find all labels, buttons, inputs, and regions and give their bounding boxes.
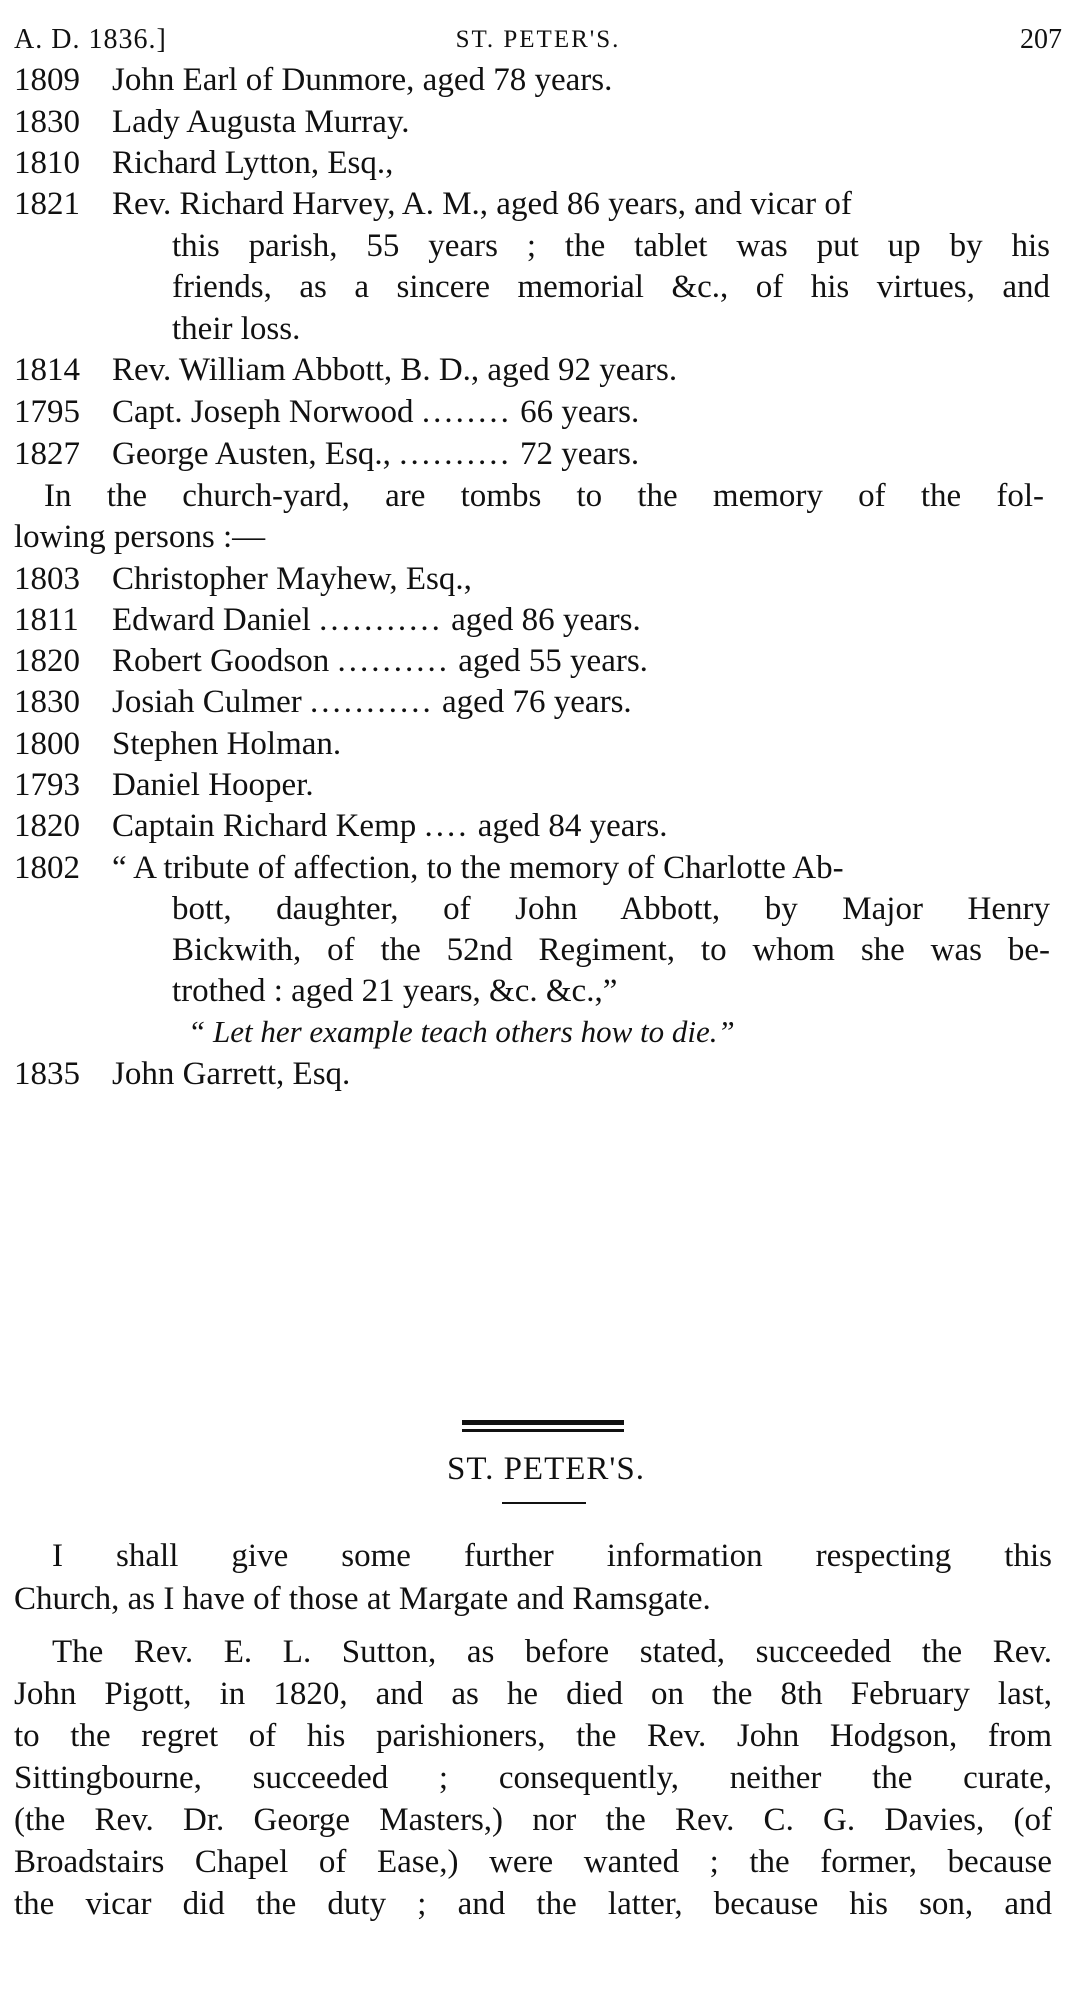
entry-age: 66	[520, 394, 554, 430]
entry-continuation: Bickwith, of the 52nd Regiment, to whom she was be-	[172, 932, 1050, 968]
entry-text: Lady Augusta Murray.	[112, 104, 410, 140]
churchyard-intro-line: lowing persons :—	[14, 519, 266, 555]
paragraph-line: to the regret of his parishioners, the Rev. John Hodgson, from	[14, 1718, 1052, 1754]
entry-year: 1820	[14, 643, 80, 679]
paragraph-line: Broadstairs Chapel of Ease,) were wanted ; the former, because	[14, 1844, 1052, 1880]
paragraph-line: Sittingbourne, succeeded ; consequently, neither the curate,	[14, 1760, 1052, 1796]
entry-row	[14, 802, 667, 850]
paragraph-line: Church, as I have of those at Margate and Ramsgate.	[14, 1581, 711, 1617]
leader-dots: ..........	[399, 436, 512, 472]
leader-dots: ........	[421, 394, 512, 430]
paragraph-line: (the Rev. Dr. George Masters,) nor the Rev. C. G. Davies, (of	[14, 1802, 1052, 1838]
entry-continuation: this parish, 55 years ; the tablet was put up by his	[172, 228, 1050, 264]
entry-row	[14, 1050, 350, 1098]
running-head	[14, 22, 1062, 58]
entry-unit: years.	[553, 684, 632, 720]
entry-continuation: friends, as a sincere memorial &c., of his virtues, and	[172, 269, 1050, 305]
entry-year: 1802	[14, 850, 80, 886]
paragraph-line: the vicar did the duty ; and the latter, because his son, and	[14, 1886, 1052, 1922]
running-head-title: ST. PETER'S.	[455, 26, 621, 53]
entry-year: 1803	[14, 561, 80, 597]
running-head-date: A. D. 1836.]	[14, 24, 167, 55]
entry-continuation: their loss.	[172, 311, 301, 347]
paragraph-line: John Pigott, in 1820, and as he died on the 8th February last,	[14, 1676, 1052, 1712]
entry-age: 84	[548, 808, 582, 844]
section-rule-thin	[502, 1502, 586, 1504]
churchyard-intro-line: In the church-yard, are tombs to the memory of the fol-	[44, 478, 1044, 514]
leader-dots: ..........	[337, 643, 450, 679]
page-number: 207	[1020, 24, 1062, 55]
entry-unit: years.	[562, 602, 641, 638]
entry-text: Rev. Richard Harvey, A. M., aged 86 years, and vicar of	[112, 186, 852, 222]
entry-year: 1795	[14, 394, 80, 430]
entry-year: 1809	[14, 62, 80, 98]
entry-unit: years.	[561, 394, 640, 430]
entry-unit: years.	[589, 808, 668, 844]
entry-text: Christopher Mayhew, Esq.,	[112, 561, 472, 597]
leader-dots: ...........	[319, 602, 443, 638]
entry-year: 1835	[14, 1056, 80, 1092]
entry-row	[14, 56, 612, 104]
entry-unit: years.	[570, 643, 648, 679]
entry-text: John Garrett, Esq.	[112, 1056, 351, 1092]
entry-aged: aged	[441, 684, 505, 720]
entry-text: Richard Lytton, Esq.,	[112, 145, 394, 181]
entry-row	[14, 678, 632, 726]
entry-year: 1800	[14, 726, 80, 762]
entry-year: 1827	[14, 436, 80, 472]
entry-continuation: bott, daughter, of John Abbott, by Major Henry	[172, 891, 1050, 927]
entry-row	[14, 180, 1054, 228]
entry-age: 55	[528, 643, 562, 679]
entry-name: Captain Richard Kemp	[112, 808, 417, 844]
entry-text: Rev. William Abbott, B. D., aged 92 years.	[112, 352, 678, 388]
entry-year: 1820	[14, 808, 80, 844]
entry-text: Stephen Holman.	[112, 726, 342, 762]
entry-aged: aged	[458, 643, 521, 679]
entry-aged: aged	[477, 808, 541, 844]
entry-text: Daniel Hooper.	[112, 767, 314, 803]
entry-unit: years.	[561, 436, 640, 472]
entry-name: Edward Daniel	[112, 602, 311, 638]
entry-continuation: trothed : aged 21 years, &c. &c.,”	[172, 973, 618, 1009]
entry-age: 76	[512, 684, 546, 720]
paragraph-line: I shall give some further information respecting this	[52, 1538, 1052, 1574]
entry-name: Robert Goodson	[112, 643, 330, 679]
entry-text: John Earl of Dunmore, aged 78 years.	[112, 62, 613, 98]
section-title: ST. PETER'S.	[447, 1451, 645, 1487]
entry-row	[14, 430, 639, 478]
entry-year: 1814	[14, 352, 80, 388]
leader-dots: ....	[424, 808, 470, 844]
entry-row	[14, 346, 677, 394]
entry-year: 1793	[14, 767, 80, 803]
section-rule-double	[462, 1420, 624, 1432]
paragraph-line: The Rev. E. L. Sutton, as before stated, succeeded the Rev.	[52, 1634, 1052, 1670]
entry-year: 1810	[14, 145, 80, 181]
entry-age: 86	[521, 602, 555, 638]
entry-year: 1811	[14, 602, 79, 638]
entry-aged: aged	[451, 602, 514, 638]
entry-age: 72	[519, 436, 553, 472]
entry-name: Josiah Culmer	[112, 684, 302, 720]
entry-text: “ A tribute of affection, to the memory of Charlotte Ab-	[112, 850, 844, 886]
entry-year: 1830	[14, 104, 80, 140]
entry-year: 1821	[14, 186, 80, 222]
leader-dots: ...........	[309, 684, 434, 720]
epitaph: “ Let her example teach others how to die.”	[188, 1014, 735, 1049]
entry-year: 1830	[14, 684, 80, 720]
entry-row	[14, 388, 639, 436]
entry-name: Capt. Joseph Norwood	[112, 394, 414, 430]
entry-name: George Austen, Esq.,	[112, 436, 391, 472]
